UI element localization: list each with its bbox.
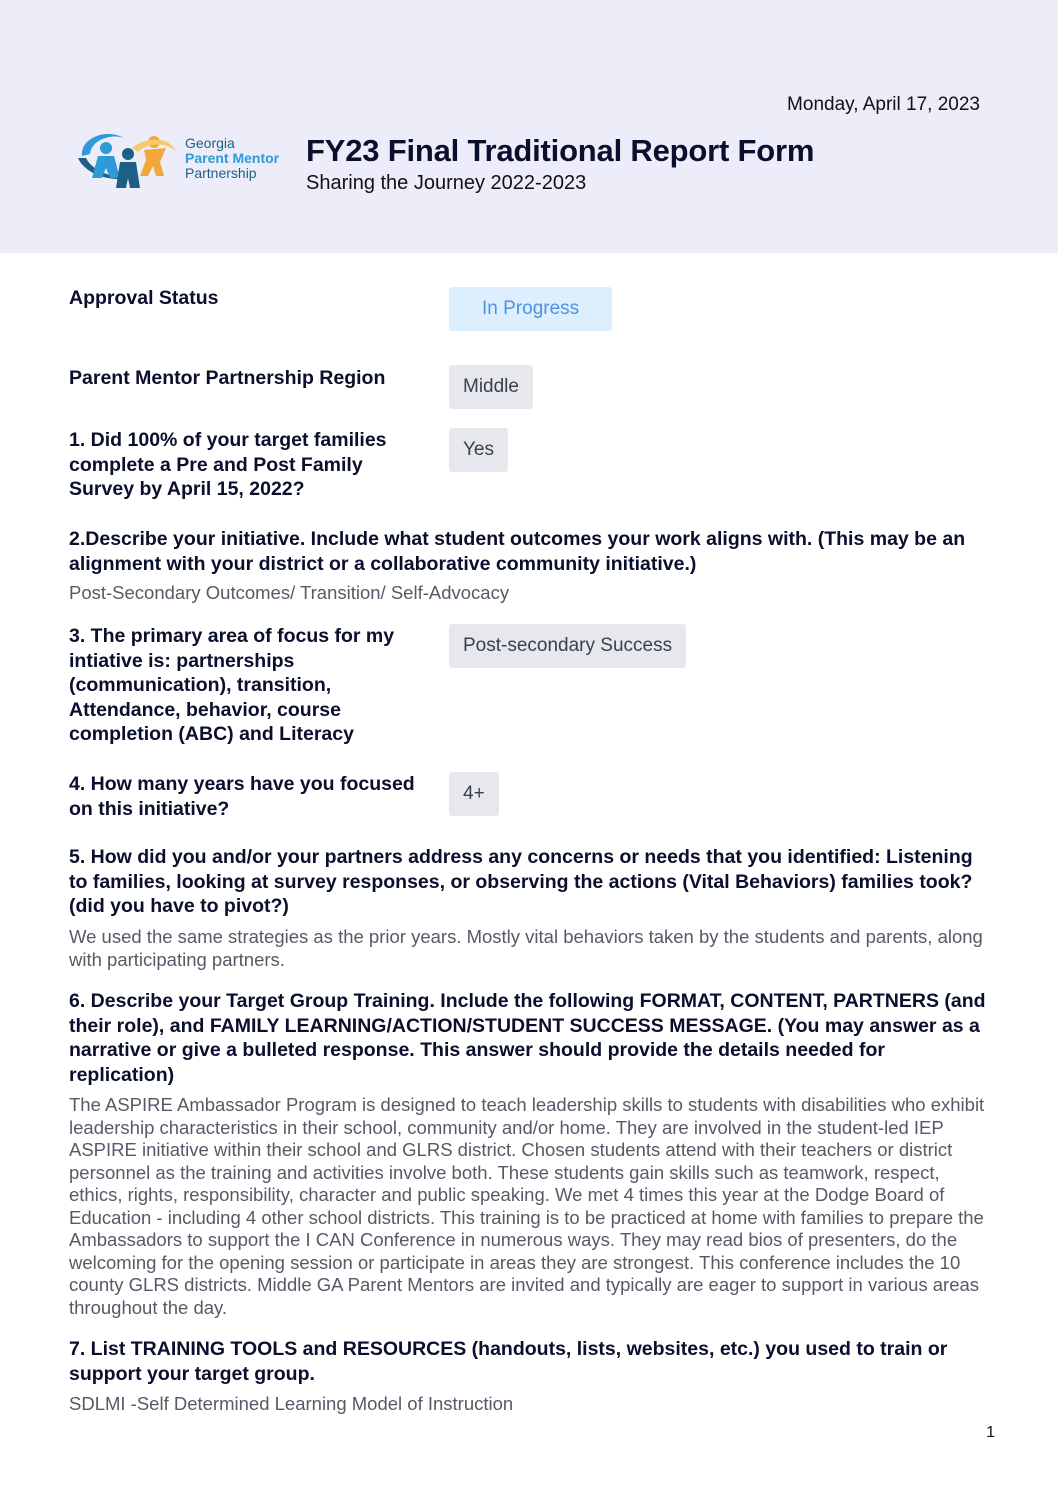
page-number: 1 — [986, 1424, 995, 1441]
question-4-answer: 4+ — [449, 772, 499, 816]
page-subtitle: Sharing the Journey 2022-2023 — [306, 172, 587, 194]
logo-line-partnership: Partnership — [185, 165, 257, 181]
logo-wordmark — [185, 136, 279, 181]
logo-line-parent-mentor: Parent Mentor — [185, 150, 280, 166]
question-5-answer: We used the same strategies as the prior years. Mostly vital behaviors taken by the students and parents, along with participating partners. — [69, 926, 983, 970]
question-3-answer: Post-secondary Success — [449, 624, 686, 668]
approval-status-badge: In Progress — [449, 287, 612, 331]
question-2-label: 2.Describe your initiative. Include what student outcomes your work aligns with. (This may be an alignment with your district or a collaborative community initiative.) — [69, 528, 966, 575]
question-1-answer: Yes — [449, 428, 508, 472]
logo-line-georgia: Georgia — [185, 135, 235, 151]
question-2-answer: Post-Secondary Outcomes/ Transition/ Self-Advocacy — [69, 582, 510, 603]
question-6-answer: The ASPIRE Ambassador Program is designed to teach leadership skills to students with disabilities who exhibit leadership characteristics in their school, community and/or home. They are involved in the student-led IEP ASPIRE initiative within their school and GLRS district. Chosen students attend with their teachers or district personnel as the training and activities involve both. These students gain skills such as teamwork, respect, ethics, rights, responsibility, character and public speaking. We met 4 times this year at the Dodge Board of Education - including 4 other school districts. This training is to be practiced at home with families to prepare the Ambassadors to support the I CAN Conference in numerous ways. They may read bios of presenters, do the welcoming for the opening session or participate in areas they are strongest. This conference includes the 10 county GLRS districts. Middle GA Parent Mentors are invited and typically are eager to support in various areas throughout the day. — [69, 1094, 985, 1318]
question-4-label: 4. How many years have you focused on this initiative? — [69, 773, 415, 820]
question-3-label: 3. The primary area of focus for my intiative is: partnerships (communication), transition, Attendance, behavior, course completion (ABC) and Literacy — [69, 625, 395, 745]
question-7-answer: SDLMI -Self Determined Learning Model of Instruction — [69, 1393, 514, 1414]
region-value: Middle — [449, 365, 533, 409]
page-header — [0, 0, 1058, 253]
approval-status-label: Approval Status — [69, 287, 219, 309]
page-title: FY23 Final Traditional Report Form — [306, 133, 815, 168]
organization-logo — [76, 128, 296, 192]
question-6-label: 6. Describe your Target Group Training. Include the following FORMAT, CONTENT, PARTNERS (and their role), and FAMILY LEARNING/ACTION/STUDENT SUCCESS MESSAGE. (You may answer as a narrative or give a bulleted response. This answer should provide the details needed for replication) — [69, 990, 986, 1086]
report-date: Monday, April 17, 2023 — [787, 94, 980, 115]
question-1-label: 1. Did 100% of your target families complete a Pre and Post Family Survey by April 15, 2022? — [69, 429, 387, 500]
region-label: Parent Mentor Partnership Region — [69, 367, 386, 389]
question-7-label: 7. List TRAINING TOOLS and RESOURCES (handouts, lists, websites, etc.) you used to train or support your target group. — [69, 1338, 948, 1385]
question-5-label: 5. How did you and/or your partners address any concerns or needs that you identified: Listening to families, looking at survey responses, or observing the actions (Vital Behaviors) families took? (did you have to pivot?) — [69, 846, 973, 917]
logo-figures-icon — [76, 128, 181, 192]
